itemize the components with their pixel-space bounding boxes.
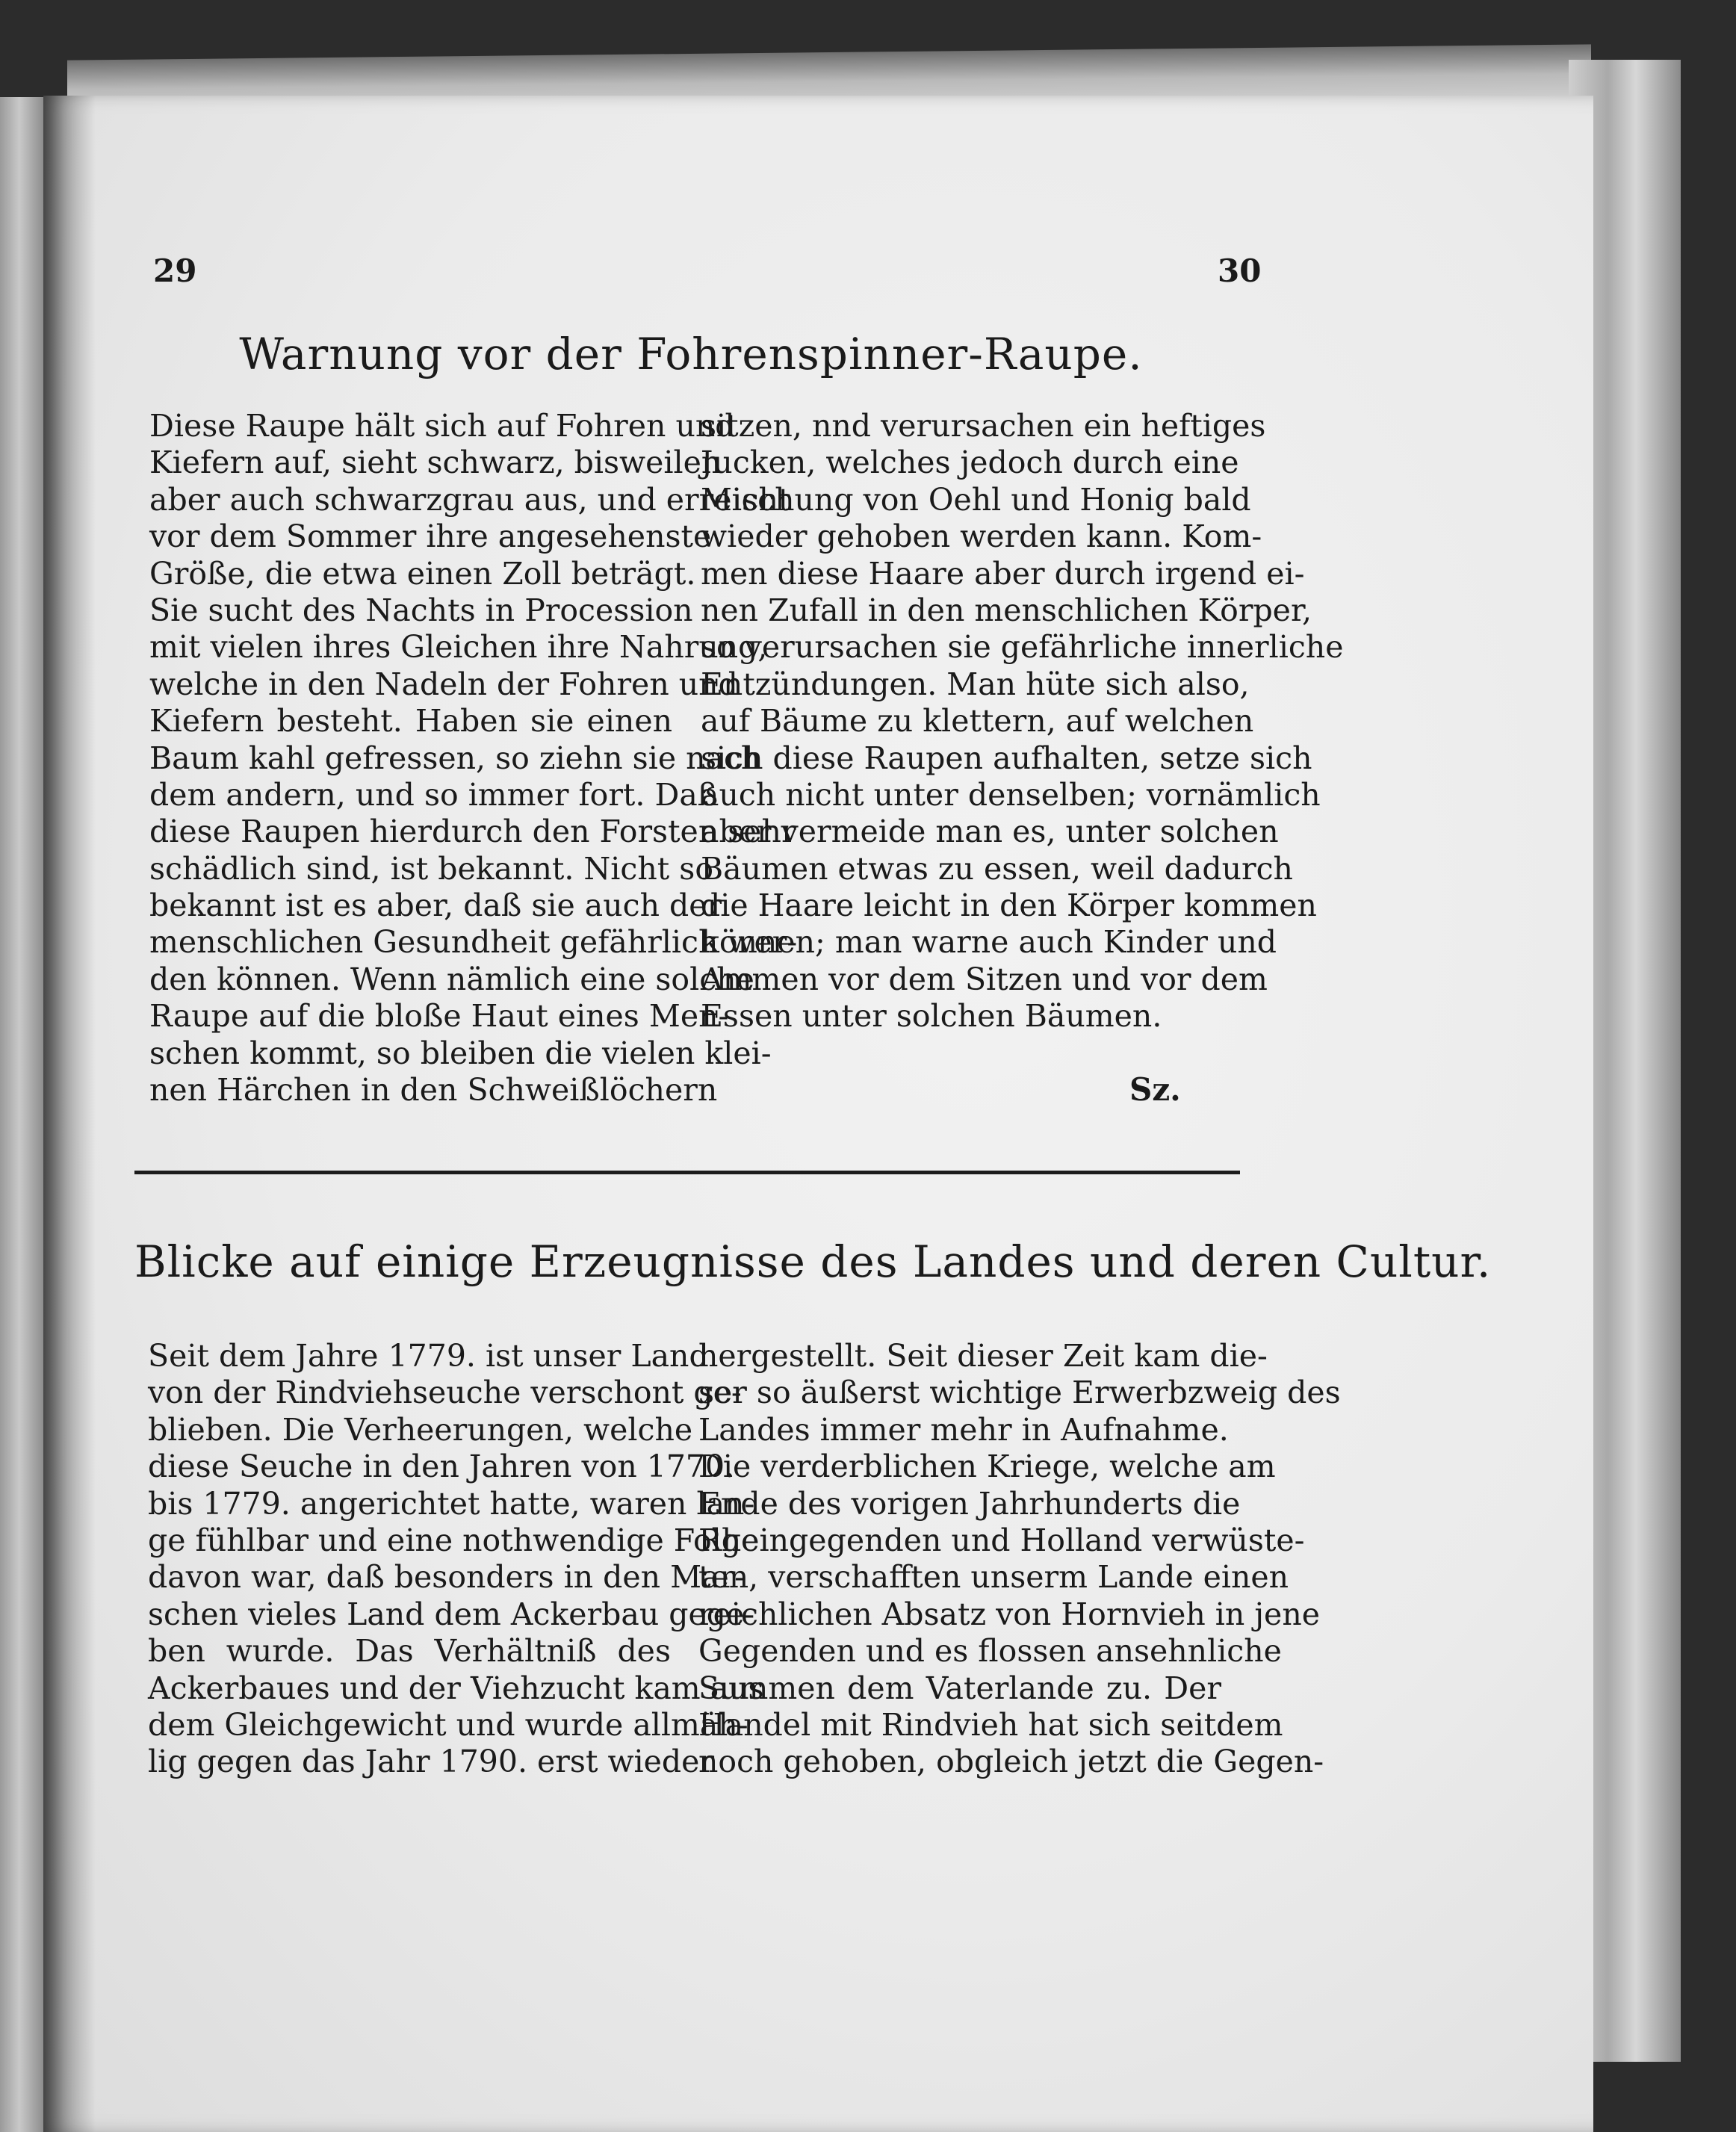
text-line: auch nicht unter denselben; vornämlich [701,776,1321,813]
text-line: Diese Raupe hält sich auf Fohren und [149,408,735,444]
text-line: dem Gleichgewicht und wurde allmäh- [148,1706,748,1743]
left-page-edge [0,97,43,2132]
article1-column-left [149,408,798,1109]
text-line: Handel mit Rindvieh hat sich seitdem [698,1706,1283,1743]
text-line: bis 1779. angerichtet hatte, waren lan- [148,1485,755,1522]
article-title-warnung: Warnung vor der Fohrenspinner-Raupe. [239,329,1143,379]
text-line: Ackerbaues und der Viehzucht kam aus [148,1670,764,1706]
text-line: von der Rindviehseuche verschont ge- [148,1375,742,1411]
text-line: blieben. Die Verheerungen, welche [148,1411,693,1448]
text-line: Ammen vor dem Sitzen und vor dem [701,961,1268,997]
text-line: Essen unter solchen Bäumen. [701,998,1162,1035]
text-line: ten, verschafften unserm Lande einen [698,1559,1289,1596]
page-number-right: 30 [1218,252,1262,289]
text-line: aber vermeide man es, unter solchen [701,814,1279,850]
text-line: Gegenden und es flossen ansehnliche [698,1633,1282,1670]
text-line: ge fühlbar und eine nothwendige Folge [148,1522,760,1558]
text-line: vor dem Sommer ihre angesehenste [149,518,712,555]
text-line: diese Seuche in den Jahren von 1770. [148,1448,735,1485]
text-line: ben wurde. Das Verhältniß des [148,1633,671,1670]
text-line: Die verderblichen Kriege, welche am [698,1448,1276,1485]
text-line: welche in den Nadeln der Fohren und [149,666,738,702]
text-line: die Haare leicht in den Körper kommen [701,887,1317,924]
text-line: davon war, daß besonders in den Mar- [148,1559,745,1596]
text-line: reichlichen Absatz von Hornvieh in jene [698,1596,1320,1632]
text-line: noch gehoben, obgleich jetzt die Gegen- [698,1744,1324,1780]
text-line: bekannt ist es aber, daß sie auch der [149,887,722,924]
author-signature: Sz. [1129,1071,1181,1108]
text-line: Kiefern auf, sieht schwarz, bisweilen [149,444,722,481]
text-line: Jucken, welches jedoch durch eine [701,444,1239,481]
article2-column-left [148,1338,764,1781]
text-line: aber auch schwarzgrau aus, und erreicht [149,481,791,518]
text-line: Bäumen etwas zu essen, weil dadurch [701,850,1293,887]
text-line: sitzen, nnd verursachen ein heftiges [701,408,1266,444]
text-line: so verursachen sie gefährliche innerliche [701,629,1344,666]
text-line: nen Zufall in den menschlichen Körper, [701,592,1312,628]
text-line: Entzündungen. Man hüte sich also, [701,666,1250,702]
text-line: ser so äußerst wichtige Erwerbzweig des [698,1375,1341,1411]
text-line: Rheingegenden und Holland verwüste- [698,1522,1305,1558]
text-line: nen Härchen in den Schweißlöchern [149,1072,718,1109]
page-number-left: 29 [153,252,197,289]
article-title-blicke: Blicke auf einige Erzeugnisse des Landes und deren Cultur. [134,1236,1492,1287]
text-line: menschlichen Gesundheit gefährlich wer- [149,924,798,961]
text-line: men diese Haare aber durch irgend ei- [701,555,1305,592]
text-line: diese Raupen hierdurch den Forsten sehr [149,814,796,850]
section-divider-rule [134,1171,1240,1174]
text-line: hergestellt. Seit dieser Zeit kam die- [698,1338,1268,1374]
text-line: Mischung von Oehl und Honig bald [701,481,1251,518]
text-line: sich diese Raupen aufhalten, setze sich [701,740,1312,776]
text-line: schen kommt, so bleiben die vielen klei- [149,1035,772,1071]
text-line: Ende des vorigen Jahrhunderts die [698,1485,1241,1522]
text-line: lig gegen das Jahr 1790. erst wieder [148,1744,715,1780]
page-paper [43,96,1593,2132]
article1-column-right [701,408,1344,1035]
gutter-shadow [43,96,96,2132]
text-line: wieder gehoben werden kann. Kom- [701,518,1262,555]
text-line: Baum kahl gefressen, so ziehn sie nach [149,740,761,776]
text-line: Raupe auf die bloße Haut eines Men- [149,998,729,1035]
text-line: Sie sucht des Nachts in Procession [149,592,693,628]
text-line: Seit dem Jahre 1779. ist unser Land [148,1338,709,1374]
text-line: Größe, die etwa einen Zoll beträgt. [149,555,696,592]
text-line: den können. Wenn nämlich eine solche [149,961,754,997]
text-line: mit vielen ihres Gleichen ihre Nahrung, [149,629,768,666]
text-line: Landes immer mehr in Aufnahme. [698,1411,1229,1448]
text-line: Kiefern besteht. Haben sie einen [149,703,672,740]
text-line: dem andern, und so immer fort. Daß [149,776,719,813]
text-line: schädlich sind, ist bekannt. Nicht so [149,850,713,887]
text-line: auf Bäume zu klettern, auf welchen [701,703,1254,740]
text-line: können; man warne auch Kinder und [701,924,1277,961]
text-line: schen vieles Land dem Ackerbau gege- [148,1596,755,1632]
article2-column-right [698,1338,1341,1781]
text-line: Summen dem Vaterlande zu. Der [698,1670,1221,1706]
